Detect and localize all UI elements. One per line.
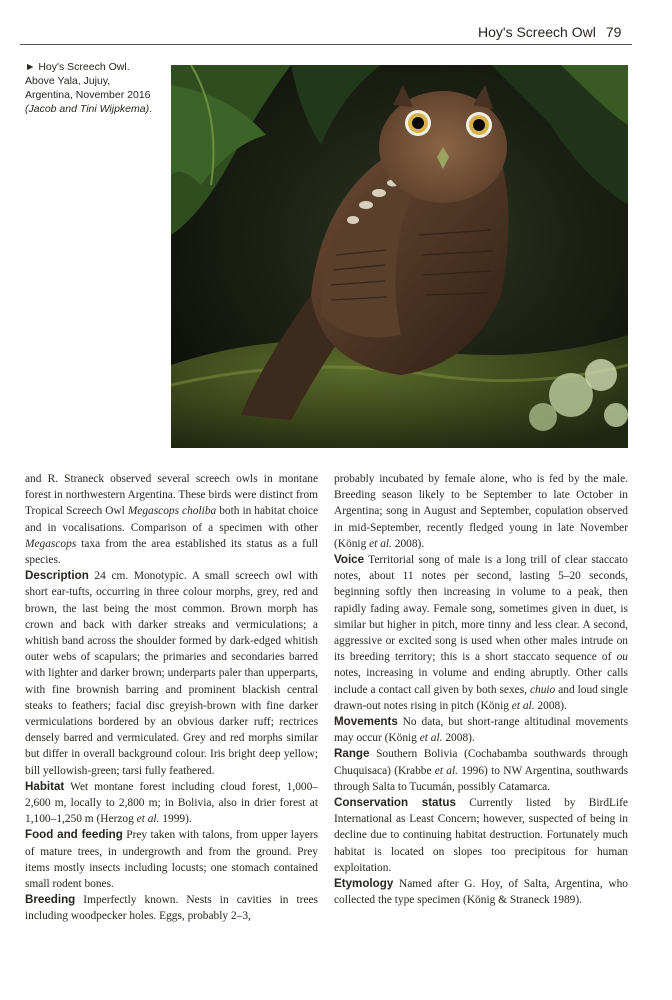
text-column-left xyxy=(25,471,318,925)
caption-line-3: Argentina, November 2016 xyxy=(25,89,151,101)
owl-photograph xyxy=(171,65,628,448)
movements-section: Movements No data, but short-range altitudinal movements may occur (König et al. 2008). xyxy=(334,715,628,745)
header-rule xyxy=(20,44,632,45)
etymology-section: Etymology Named after G. Hoy, of Salta, Argentina, who collected the type specimen (König & Straneck 1989). xyxy=(334,877,628,907)
voice-heading: Voice xyxy=(334,553,365,567)
range-heading: Range xyxy=(334,747,370,761)
conservation-heading: Conservation status xyxy=(334,796,456,810)
etymology-heading: Etymology xyxy=(334,877,394,891)
caption-credit-line: (Jacob and Tini Wijpkema). xyxy=(25,103,153,115)
habitat-heading: Habitat xyxy=(25,779,65,793)
habitat-section: Habitat Wet montane forest including cloud forest, 1,000–2,600 m, locally to 2,800 m; in Bolivia, also in drier forest at 1,100–1,250 m (Herzog et al. 1999). xyxy=(25,779,318,826)
food-heading: Food and feeding xyxy=(25,828,123,842)
caption-line-1: ► Hoy's Screech Owl. xyxy=(25,61,130,73)
description-section: Description 24 cm. Monotypic. A small screech owl with short ear-tufts, occurring in three colour morphs, grey, red and brown, the last being the most common. Brown morph has crown and back with darker streaks and vermiculations; a whitish band across the shoulder formed by dark-edged whitish outer webs of scapulars; the primaries and secondaries barred with lighter and darker brown; underparts paler than upperparts, with fine brownish barring and prominent blackish central steaks to feathers; facial disc greyish-brown with fine darker vermiculations bordered by an obvious darker ruff; rectrices densely barred and vermiculated. Grey and red morphs similar but differ in overall background colour. Iris bright deep yellow; bill yellowish-green; tarsi fully feathered. xyxy=(25,569,318,777)
page-number: 79 xyxy=(605,24,622,40)
header-title: Hoy's Screech Owl xyxy=(478,24,596,40)
caption-credit: (Jacob and Tini Wijpkema) xyxy=(25,103,150,115)
food-section: Food and feeding Prey taken with talons, from upper layers of mature trees, in undergrowth and from the ground. Prey items mostly insects including locusts; one stomach contained small rodent bones. xyxy=(25,828,319,891)
range-section: Range Southern Bolivia (Cochabamba southwards through Chuquisaca) (Krabbe et al. 1996) to NW Argentina, southwards through Salta to Tucumán, possibly Catamarca. xyxy=(334,747,628,793)
running-header xyxy=(478,24,621,40)
photo-caption xyxy=(25,60,165,116)
description-heading: Description xyxy=(25,569,89,583)
voice-section: Voice Territorial song of male is a long trill of clear staccato notes, about 11 notes per second, lasting 5–20 seconds, beginning softly then increasing in volume to a peak, then rapidly fading away. Female song, sometimes given in duet, is similar but higher in pitch, more tinny and less clear. A second, aggressive or excited song is used when other males intrude on its breeding territory; this is a short staccato sequence of ou notes, increasing in volume and ending abruptly. Other calls include a contact call given by both sexes, chuio and loud single drawn-out notes rising in pitch (König et al. 2008). xyxy=(334,553,628,712)
breeding-continued: probably incubated by female alone, who is fed by the male. Breeding season likely to be September to late October in Argentina; song in August and September, copulation observed in mid-September, recently fledged young in late November (König et al. 2008). xyxy=(334,473,628,550)
caption-arrow-icon: ► xyxy=(25,61,36,73)
breeding-section: Breeding Imperfectly known. Nests in cavities in trees including woodpecker holes. Eggs, probably 2–3, xyxy=(25,893,318,923)
movements-heading: Movements xyxy=(334,715,398,729)
caption-line-2: Above Yala, Jujuy, xyxy=(25,75,111,87)
conservation-section: Conservation status Currently listed by BirdLife International as Least Concern; however, suspected of being in decline due to continuing habitat destruction. Fortunately much habitat is located on slopes too precipitous for human exploitation. xyxy=(334,796,628,874)
intro-paragraph: and R. Straneck observed several screech owls in montane forest in northwestern Argentina. These birds were distinct from Tropical Screech Owl Megascops choliba both in habitat choice and in vocalisations. Comparison of a specimen with other Megascops taxa from the area established its status as a full species. xyxy=(25,473,318,567)
text-column-right xyxy=(334,471,628,908)
breeding-heading: Breeding xyxy=(25,893,76,907)
